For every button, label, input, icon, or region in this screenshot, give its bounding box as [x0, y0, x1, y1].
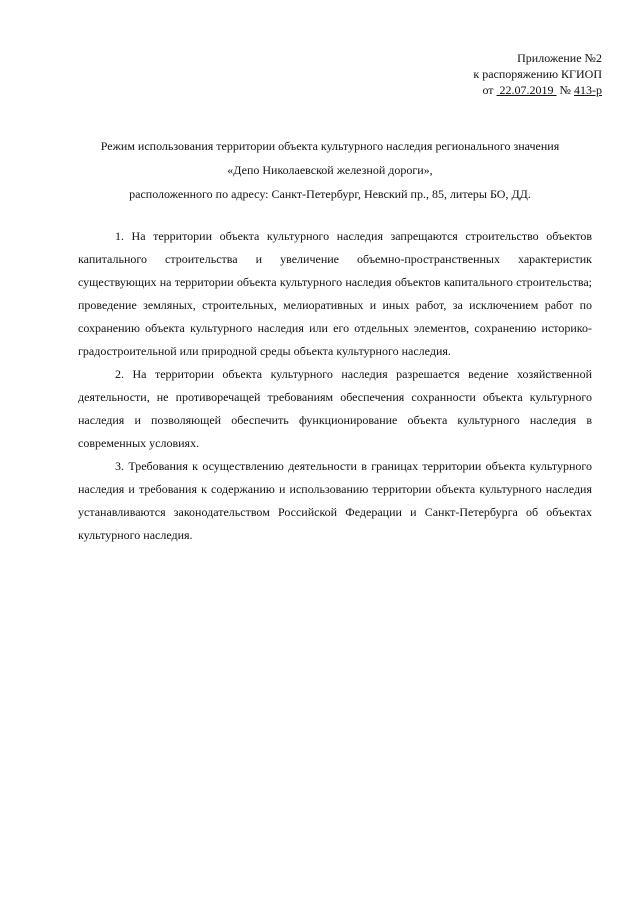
- order-date: 22.07.2019: [499, 83, 554, 97]
- appendix-order-ref: к распоряжению КГИОП: [473, 67, 602, 81]
- number-prefix: №: [559, 83, 571, 97]
- title-line-3: расположенного по адресу: Санкт-Петербург, Невский пр., 85, литеры БО, ДД.: [129, 187, 531, 201]
- appendix-date-line: [473, 82, 602, 98]
- paragraph-3: 3. Требования к осуществлению деятельности в границах территории объекта культурного наследия и требования к содержанию и использованию территории объекта культурного наследия устанавливаются законодательством Российской Федерации и Санкт-Петербурга об объектах культурного наследия.: [78, 459, 592, 542]
- title-line-2: «Депо Николаевской железной дороги»,: [227, 163, 433, 177]
- date-prefix: от: [482, 83, 494, 97]
- title-line-1: Режим использования территории объекта культурного наследия регионального значения: [100, 139, 560, 153]
- document-body: [78, 225, 592, 547]
- paragraph-2: 2. На территории объекта культурного наследия разрешается ведение хозяйственной деятельности, не противоречащей требованиям обеспечения сохранности объекта культурного наследия и позволяющей обеспечить функционирование объекта культурного наследия в современных условиях.: [78, 367, 592, 450]
- appendix-title: Приложение №2: [517, 51, 602, 65]
- paragraph-1: 1. На территории объекта культурного наследия запрещаются строительство объектов капитального строительства и увеличение объемно-пространственных характеристик существующих на территории объекта культурного наследия объектов капитального строительства; проведение земляных, строительных, мелиоративных и иных работ, за исключением работ по сохранению объекта культурного наследия или его отдельных элементов, сохранению историко-градостроительной или природной среды объекта культурного наследия.: [78, 229, 592, 358]
- document-title: [60, 134, 600, 206]
- order-number: 413-р: [574, 83, 602, 97]
- appendix-header: [473, 50, 602, 98]
